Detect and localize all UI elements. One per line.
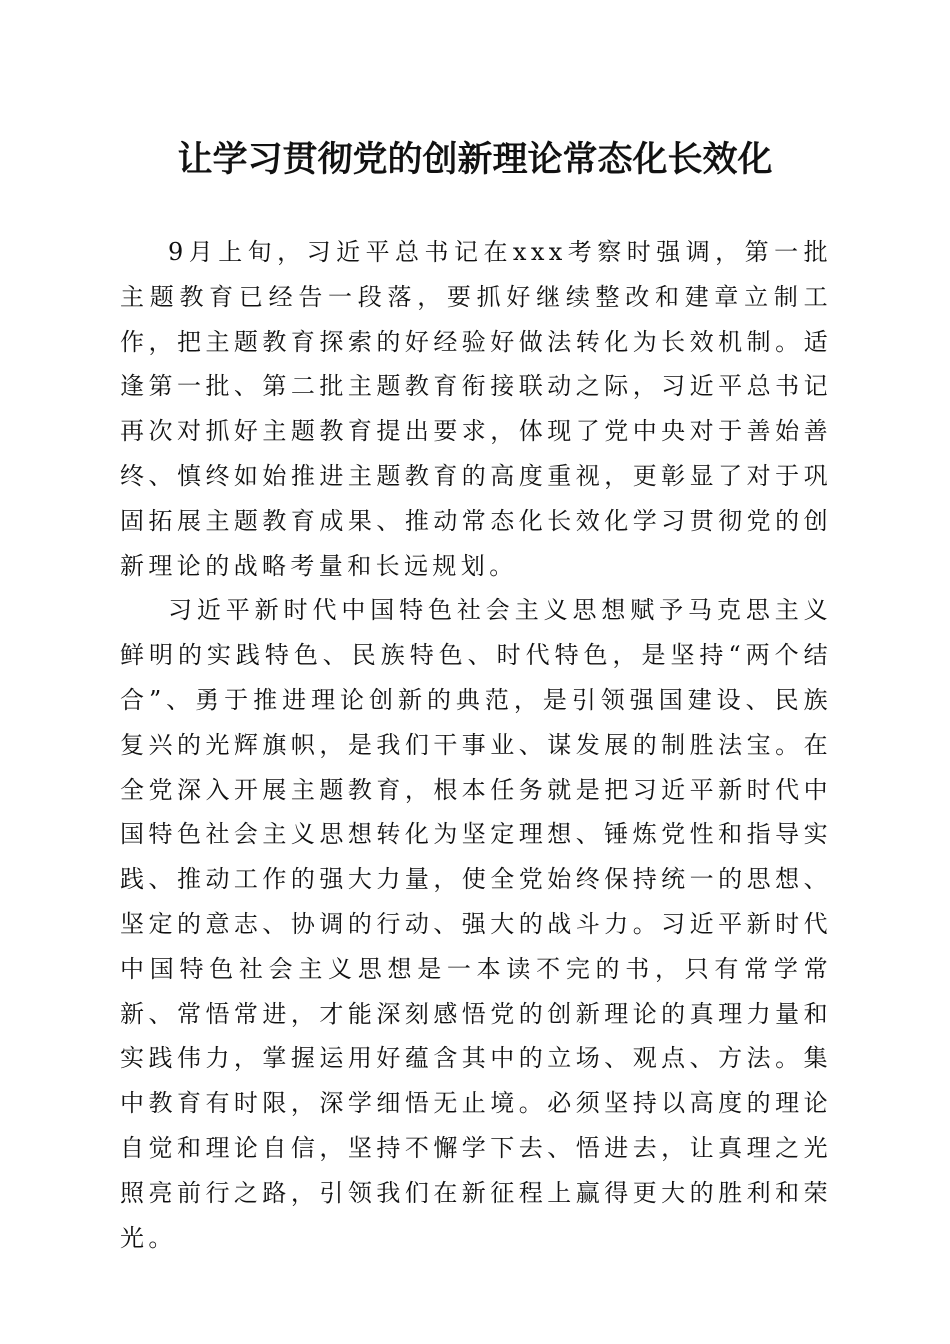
paragraph-1: 9月上旬，习近平总书记在xxx考察时强调，第一批主题教育已经告一段落，要抓好继续整改和建章立制工作，把主题教育探索的好经验好做法转化为长效机制。适逢第一批、第二批主题教育衔接联动之际，习近平总书记再次对抓好主题教育提出要求，体现了党中央对于善始善终、慎终如始推进主题教育的高度重视，更彰显了对于巩固拓展主题教育成果、推动常态化长效化学习贯彻党的创新理论的战略考量和长远规划。 bbox=[120, 238, 832, 580]
document-body bbox=[120, 230, 832, 1260]
document-title: 让学习贯彻党的创新理论常态化长效化 bbox=[177, 139, 773, 180]
paragraph-2: 习近平新时代中国特色社会主义思想赋予马克思主义鲜明的实践特色、民族特色、时代特色，是坚持“两个结合”、勇于推进理论创新的典范，是引领强国建设、民族复兴的光辉旗帜，是我们干事业、谋发展的制胜法宝。在全党深入开展主题教育，根本任务就是把习近平新时代中国特色社会主义思想转化为坚定理想、锤炼党性和指导实践、推动工作的强大力量，使全党始终保持统一的思想、坚定的意志、协调的行动、强大的战斗力。习近平新时代中国特色社会主义思想是一本读不完的书，只有常学常新、常悟常进，才能深刻感悟党的创新理论的真理力量和实践伟力，掌握运用好蕴含其中的立场、观点、方法。集中教育有时限，深学细悟无止境。必须坚持以高度的理论自觉和理论自信，坚持不懈学下去、悟进去，让真理之光照亮前行之路，引领我们在新征程上赢得更大的胜利和荣光。 bbox=[120, 596, 832, 1252]
